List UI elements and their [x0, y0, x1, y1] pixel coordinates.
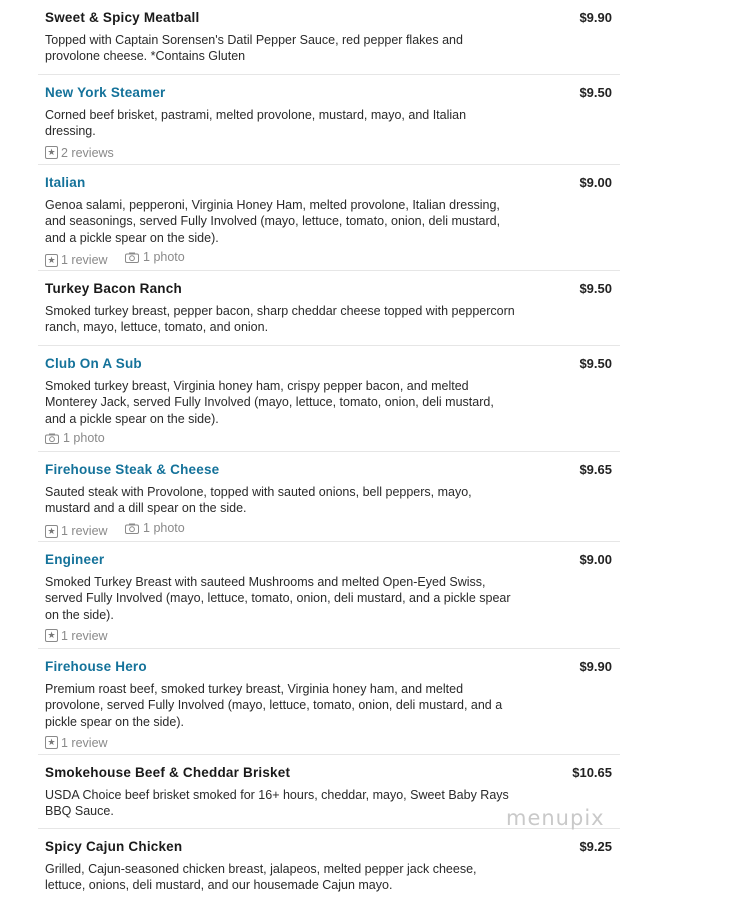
item-description: Topped with Captain Sorensen's Datil Pepper Sauce, red pepper flakes and provolone cheese. *Contains Gluten: [45, 33, 463, 64]
item-description: Corned beef brisket, pastrami, melted provolone, mustard, mayo, and Italian dressing.: [45, 108, 467, 139]
reviews-count: 2 reviews: [61, 145, 114, 160]
star-icon: ★: [45, 629, 58, 642]
item-name-link[interactable]: Firehouse Hero: [45, 659, 147, 674]
item-price: $9.90: [579, 10, 612, 25]
item-description: Sauted steak with Provolone, topped with sauted onions, bell peppers, mayo, mustard and a dill spear on the side.: [45, 485, 472, 516]
reviews-link[interactable]: [45, 524, 108, 538]
item-meta: [45, 144, 128, 160]
photos-link[interactable]: [125, 521, 185, 535]
item-description: Smoked turkey breast, Virginia honey ham, crispy pepper bacon, and melted Monterey Jack, served Fully Involved (mayo, lettuce, tomato, onion, deli mustard, and a pickle spear on the side).: [45, 379, 494, 426]
item-price: $9.65: [579, 462, 612, 477]
item-price: $9.90: [579, 659, 612, 674]
reviews-link[interactable]: [45, 736, 108, 750]
menu-item: [38, 270, 620, 346]
item-description: Smoked Turkey Breast with sauteed Mushrooms and melted Open-Eyed Swiss, served Fully Involved (mayo, lettuce, tomato, onion, deli mustard, and a pickle spear on the side).: [45, 575, 511, 622]
item-price: $9.00: [579, 552, 612, 567]
item-name-link[interactable]: Engineer: [45, 552, 105, 567]
item-name: Sweet & Spicy Meatball: [45, 10, 200, 25]
item-price: $9.00: [579, 175, 612, 190]
photos-count: 1 photo: [143, 250, 185, 264]
camera-icon: [125, 252, 139, 263]
item-price: $9.25: [579, 839, 612, 854]
menu-item: [38, 828, 620, 901]
item-price: $9.50: [579, 281, 612, 296]
item-description: Genoa salami, pepperoni, Virginia Honey Ham, melted provolone, Italian dressing, and seasonings, served Fully Involved (mayo, lettuce, tomato, onion, deli mustard, and a pickle spear on the side).: [45, 198, 501, 245]
menu-item: [38, 648, 620, 755]
item-meta: [45, 627, 122, 643]
reviews-count: 1 review: [61, 253, 108, 267]
star-icon: ★: [45, 736, 58, 749]
item-meta: [45, 521, 199, 538]
menu-item: [38, 345, 620, 452]
photos-link[interactable]: [125, 250, 185, 264]
menu-item: [38, 164, 620, 271]
menupix-watermark: menupix: [506, 806, 605, 830]
item-description: USDA Choice beef brisket smoked for 16+ hours, cheddar, mayo, Sweet Baby Rays BBQ Sauce.: [45, 788, 509, 819]
photos-link[interactable]: [45, 431, 105, 445]
menu-item: [38, 74, 620, 165]
item-name: Smokehouse Beef & Cheddar Brisket: [45, 765, 291, 780]
star-icon: ★: [45, 525, 58, 538]
star-icon: ★: [45, 146, 58, 159]
item-name: Turkey Bacon Ranch: [45, 281, 182, 296]
menu-item: [38, 451, 620, 542]
reviews-link[interactable]: [45, 629, 108, 643]
item-price: $9.50: [579, 356, 612, 371]
item-meta: [45, 431, 119, 447]
reviews-count: 1 review: [61, 735, 108, 750]
photos-count: 1 photo: [63, 431, 105, 445]
camera-icon: [125, 523, 139, 534]
reviews-link[interactable]: [45, 146, 114, 160]
item-meta: [45, 734, 122, 750]
item-name-link[interactable]: Club On A Sub: [45, 356, 142, 371]
camera-icon: [45, 433, 59, 444]
photos-count: 1 photo: [143, 521, 185, 535]
item-price: $9.50: [579, 85, 612, 100]
item-name: Spicy Cajun Chicken: [45, 839, 183, 854]
item-meta: [45, 250, 199, 267]
item-name-link[interactable]: Italian: [45, 175, 86, 190]
star-icon: ★: [45, 254, 58, 267]
menu-item: [38, 541, 620, 649]
menu-item: [38, 0, 620, 74]
reviews-count: 1 review: [61, 524, 108, 538]
item-price: $10.65: [572, 765, 612, 780]
item-name-link[interactable]: New York Steamer: [45, 85, 166, 100]
reviews-link[interactable]: [45, 253, 108, 267]
item-description: Premium roast beef, smoked turkey breast, Virginia honey ham, and melted provolone, served Fully Involved (mayo, lettuce, tomato, onion, deli mustard, and a pickle spear on the side).: [45, 682, 503, 729]
item-name-link[interactable]: Firehouse Steak & Cheese: [45, 462, 220, 477]
reviews-count: 1 review: [61, 628, 108, 643]
item-description: Smoked turkey breast, pepper bacon, sharp cheddar cheese topped with peppercorn ranch, mayo, lettuce, tomato, and onion.: [45, 304, 515, 335]
item-description: Grilled, Cajun-seasoned chicken breast, jalapeos, melted pepper jack cheese, lettuce, onions, deli mustard, and our housemade Cajun mayo.: [45, 862, 477, 893]
